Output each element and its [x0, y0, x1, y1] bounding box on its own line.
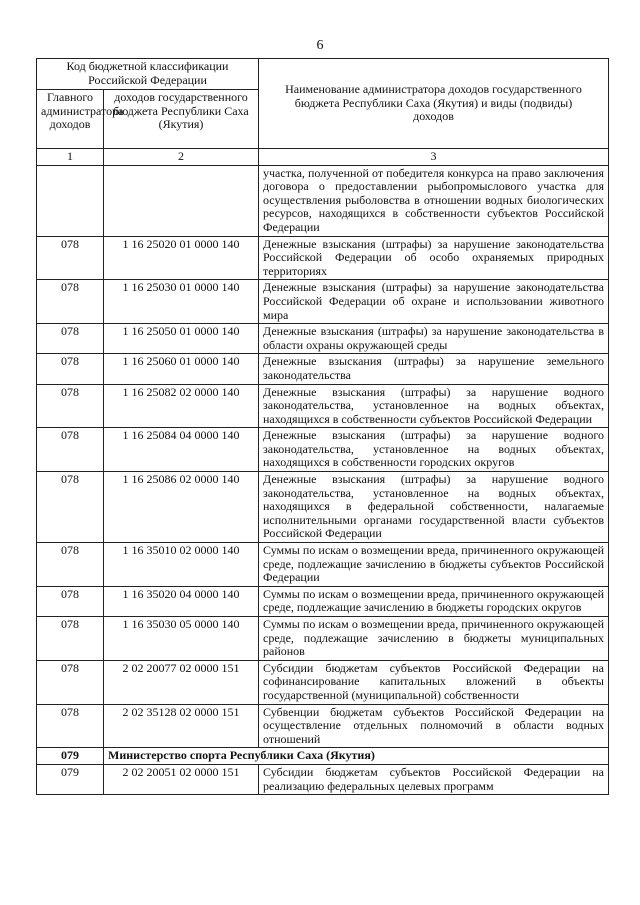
- income-name-cell: Денежные взыскания (штрафы) за нарушение водного законодательства, установленное на водных объектах, находящихся в федеральной собственности, налагаемые исполнительными органами государственной власти субъектов Российской Федерации: [259, 472, 609, 543]
- income-code-cell: 1 16 25060 01 0000 140: [104, 354, 259, 384]
- table-row: [37, 704, 609, 748]
- admin-code-cell: 078: [37, 324, 104, 354]
- income-name-cell: Денежные взыскания (штрафы) за нарушение законодательства Российской Федерации об особо охраняемых природных территориях: [259, 236, 609, 280]
- income-name-cell: Денежные взыскания (штрафы) за нарушение законодательства в области охраны окружающей среды: [259, 324, 609, 354]
- income-table: [36, 58, 609, 795]
- column-number-2: 2: [104, 149, 259, 166]
- income-code-cell: 1 16 25084 04 0000 140: [104, 428, 259, 472]
- income-code-cell: 1 16 25030 01 0000 140: [104, 280, 259, 324]
- admin-code-cell: 079: [37, 748, 104, 765]
- table-row: [37, 384, 609, 428]
- income-name-cell: Денежные взыскания (штрафы) за нарушение земельного законодательства: [259, 354, 609, 384]
- name-header: Наименование администратора доходов государственного бюджета Республики Саха (Якутия) и виды (подвиды) доходов: [259, 59, 609, 149]
- income-code-cell: 1 16 25050 01 0000 140: [104, 324, 259, 354]
- income-name-cell: Денежные взыскания (штрафы) за нарушение законодательства Российской Федерации об охране и использовании животного мира: [259, 280, 609, 324]
- income-column-header: доходов государственного бюджета Республики Саха (Якутия): [104, 90, 259, 149]
- admin-code-cell: 078: [37, 586, 104, 616]
- admin-code-cell: 078: [37, 280, 104, 324]
- table-row: [37, 324, 609, 354]
- admin-code-cell: 078: [37, 660, 104, 704]
- column-numbers-row: [37, 149, 609, 166]
- income-name-cell: Субсидии бюджетам субъектов Российской Федерации на реализацию федеральных целевых программ: [259, 764, 609, 794]
- income-code-cell: 1 16 35010 02 0000 140: [104, 543, 259, 587]
- income-code-cell: 1 16 35030 05 0000 140: [104, 617, 259, 661]
- income-name-cell: Субвенции бюджетам субъектов Российской Федерации на осуществление отдельных полномочий в области водных отношений: [259, 704, 609, 748]
- ministry-title-cell: Министерство спорта Республики Саха (Якутия): [104, 748, 609, 765]
- ministry-row: [37, 748, 609, 765]
- table-row: [37, 165, 609, 236]
- table-row: [37, 660, 609, 704]
- admin-code-cell: 078: [37, 472, 104, 543]
- table-row: [37, 617, 609, 661]
- column-number-1: 1: [37, 149, 104, 166]
- income-name-cell: участка, полученной от победителя конкурса на право заключения договора о предоставлении рыбопромыслового участка для осуществления рыболовства в отношении водных биологических ресурсов, находящихся в собственности субъектов Российской Федерации: [259, 165, 609, 236]
- income-code-cell: 1 16 25082 02 0000 140: [104, 384, 259, 428]
- table-row: [37, 472, 609, 543]
- income-code-cell: 1 16 25020 01 0000 140: [104, 236, 259, 280]
- income-name-cell: Суммы по искам о возмещении вреда, причиненного окружающей среде, подлежащие зачислению в бюджеты субъектов Российской Федерации: [259, 543, 609, 587]
- income-name-cell: Денежные взыскания (штрафы) за нарушение водного законодательства, установленное на водных объектах, находящихся в собственности субъектов Российской Федерации: [259, 384, 609, 428]
- income-name-cell: Суммы по искам о возмещении вреда, причиненного окружающей среде, подлежащие зачислению в бюджеты муниципальных районов: [259, 617, 609, 661]
- admin-code-cell: [37, 165, 104, 236]
- table-row: [37, 764, 609, 794]
- income-code-cell: 2 02 20077 02 0000 151: [104, 660, 259, 704]
- income-name-cell: Денежные взыскания (штрафы) за нарушение водного законодательства, установленное на водных объектах, находящихся в собственности городских округов: [259, 428, 609, 472]
- kbk-header: Код бюджетной классификации Российской Федерации: [37, 59, 259, 90]
- income-code-cell: 2 02 35128 02 0000 151: [104, 704, 259, 748]
- income-code-cell: 2 02 20051 02 0000 151: [104, 764, 259, 794]
- admin-code-cell: 078: [37, 384, 104, 428]
- header-row-1: [37, 59, 609, 90]
- table-row: [37, 236, 609, 280]
- admin-code-cell: 079: [37, 764, 104, 794]
- admin-code-cell: 078: [37, 617, 104, 661]
- table-row: [37, 354, 609, 384]
- income-name-cell: Суммы по искам о возмещении вреда, причиненного окружающей среде, подлежащие зачислению в бюджеты городских округов: [259, 586, 609, 616]
- table-row: [37, 280, 609, 324]
- table-row: [37, 428, 609, 472]
- income-code-cell: 1 16 25086 02 0000 140: [104, 472, 259, 543]
- admin-code-cell: 078: [37, 428, 104, 472]
- income-code-cell: 1 16 35020 04 0000 140: [104, 586, 259, 616]
- income-name-cell: Субсидии бюджетам субъектов Российской Федерации на софинансирование капитальных вложений в объекты государственной (муниципальной) собственности: [259, 660, 609, 704]
- table-row: [37, 586, 609, 616]
- admin-code-cell: 078: [37, 704, 104, 748]
- admin-code-cell: 078: [37, 543, 104, 587]
- table-row: [37, 543, 609, 587]
- admin-code-cell: 078: [37, 354, 104, 384]
- column-number-3: 3: [259, 149, 609, 166]
- income-code-cell: [104, 165, 259, 236]
- page-number: 6: [316, 38, 324, 53]
- admin-column-header: Главного администратора доходов: [37, 90, 104, 149]
- admin-code-cell: 078: [37, 236, 104, 280]
